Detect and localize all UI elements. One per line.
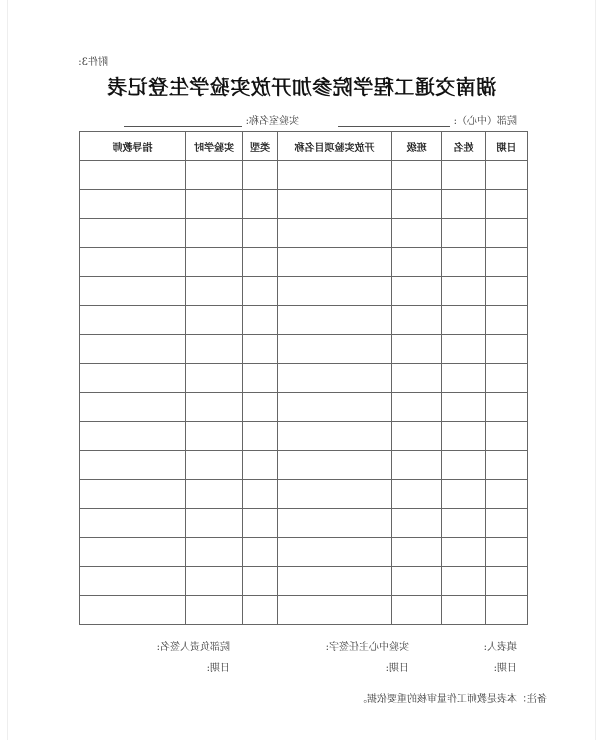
table-cell	[392, 364, 442, 393]
table-row	[80, 451, 528, 480]
table-cell	[392, 219, 442, 248]
table-cell	[442, 451, 486, 480]
table-cell	[486, 596, 528, 625]
filler-label: 填表人:	[483, 642, 517, 653]
table-cell	[186, 277, 243, 306]
table-cell	[243, 422, 278, 451]
department-field	[338, 112, 517, 127]
table-cell	[186, 248, 243, 277]
table-cell	[278, 219, 392, 248]
table-cell	[392, 596, 442, 625]
table-row	[80, 335, 528, 364]
table-cell	[186, 306, 243, 335]
table-cell	[442, 219, 486, 248]
header-class: 班级	[392, 132, 442, 161]
table-cell	[442, 190, 486, 219]
table-cell	[278, 509, 392, 538]
table-row	[80, 509, 528, 538]
table-cell	[243, 335, 278, 364]
table-cell	[486, 364, 528, 393]
table-cell	[392, 306, 442, 335]
center-director-label: 实验中心主任签字:	[325, 642, 409, 653]
table-cell	[186, 480, 243, 509]
table-cell	[278, 335, 392, 364]
table-cell	[80, 393, 186, 422]
table-cell	[80, 335, 186, 364]
table-cell	[442, 567, 486, 596]
table-cell	[278, 277, 392, 306]
table-cell	[186, 161, 243, 190]
table-cell	[80, 596, 186, 625]
table-cell	[278, 451, 392, 480]
table-cell	[243, 567, 278, 596]
table-cell	[486, 567, 528, 596]
table-cell	[442, 509, 486, 538]
table-cell	[278, 364, 392, 393]
table-cell	[243, 306, 278, 335]
table-cell	[186, 190, 243, 219]
date-label-2: 日期:	[385, 663, 409, 674]
table-cell	[243, 161, 278, 190]
table-row	[80, 480, 528, 509]
table-row	[80, 219, 528, 248]
table-cell	[442, 538, 486, 567]
table-cell	[186, 335, 243, 364]
table-cell	[186, 393, 243, 422]
table-cell	[278, 567, 392, 596]
table-row	[80, 538, 528, 567]
date-label-3: 日期:	[206, 663, 230, 674]
table-cell	[486, 335, 528, 364]
table-cell	[442, 480, 486, 509]
table-cell	[80, 451, 186, 480]
document-page	[8, 0, 595, 740]
table-cell	[392, 451, 442, 480]
table-cell	[243, 393, 278, 422]
table-cell	[442, 596, 486, 625]
table-cell	[243, 190, 278, 219]
table-cell	[486, 190, 528, 219]
table-cell	[243, 538, 278, 567]
header-teacher: 指导教师	[80, 132, 186, 161]
table-cell	[80, 364, 186, 393]
table-cell	[243, 451, 278, 480]
table-cell	[442, 306, 486, 335]
table-cell	[486, 509, 528, 538]
table-cell	[278, 190, 392, 219]
table-cell	[392, 422, 442, 451]
table-cell	[442, 393, 486, 422]
table-cell	[80, 306, 186, 335]
table-cell	[186, 422, 243, 451]
table-cell	[392, 538, 442, 567]
department-label: 院部（中心）:	[453, 116, 517, 127]
table-cell	[442, 364, 486, 393]
table-row	[80, 364, 528, 393]
table-cell	[243, 480, 278, 509]
table-cell	[278, 248, 392, 277]
table-cell	[392, 335, 442, 364]
table-cell	[442, 248, 486, 277]
table-cell	[186, 509, 243, 538]
table-cell	[486, 480, 528, 509]
table-cell	[80, 277, 186, 306]
table-cell	[80, 422, 186, 451]
table-cell	[442, 422, 486, 451]
table-cell	[278, 422, 392, 451]
table-cell	[243, 248, 278, 277]
table-cell	[392, 277, 442, 306]
header-name: 姓名	[442, 132, 486, 161]
table-cell	[486, 277, 528, 306]
lab-name-label: 实验室名称:	[245, 116, 299, 127]
department-blank	[338, 116, 450, 127]
table-cell	[80, 538, 186, 567]
table-cell	[392, 161, 442, 190]
table-cell	[80, 161, 186, 190]
table-cell	[486, 422, 528, 451]
footnote: 备注：本表是教师工作量审核的重要依据。	[357, 694, 547, 705]
table-cell	[243, 219, 278, 248]
table-row	[80, 306, 528, 335]
header-hours: 实验学时	[186, 132, 243, 161]
table-cell	[80, 190, 186, 219]
table-cell	[243, 364, 278, 393]
table-cell	[278, 306, 392, 335]
table-cell	[186, 538, 243, 567]
table-cell	[392, 248, 442, 277]
table-cell	[486, 538, 528, 567]
table-cell	[243, 509, 278, 538]
table-cell	[278, 161, 392, 190]
table-row	[80, 393, 528, 422]
table-cell	[186, 567, 243, 596]
table-cell	[186, 596, 243, 625]
table-cell	[486, 219, 528, 248]
table-cell	[186, 219, 243, 248]
table-cell	[80, 480, 186, 509]
table-cell	[486, 451, 528, 480]
header-type: 类型	[243, 132, 278, 161]
lab-name-field	[124, 112, 299, 127]
table-cell	[186, 364, 243, 393]
registration-table	[79, 131, 528, 625]
header-project: 开放实验项目名称	[278, 132, 392, 161]
table-cell	[80, 509, 186, 538]
attachment-label: 附件3:	[78, 57, 108, 68]
table-row	[80, 190, 528, 219]
table-row	[80, 277, 528, 306]
table-cell	[243, 277, 278, 306]
table-cell	[186, 451, 243, 480]
table-cell	[392, 190, 442, 219]
dept-head-label: 院部负责人签名:	[156, 642, 230, 653]
table-header-row	[80, 132, 528, 161]
lab-name-blank	[124, 116, 242, 127]
table-cell	[392, 480, 442, 509]
table-cell	[278, 596, 392, 625]
table-cell	[442, 335, 486, 364]
table-row	[80, 161, 528, 190]
table-cell	[392, 567, 442, 596]
table-cell	[278, 538, 392, 567]
table-cell	[80, 219, 186, 248]
date-label-1: 日期:	[493, 663, 517, 674]
table-row	[80, 248, 528, 277]
table-cell	[442, 277, 486, 306]
table-cell	[243, 596, 278, 625]
table-cell	[80, 248, 186, 277]
mirrored-sheet	[8, 0, 595, 740]
table-cell	[80, 567, 186, 596]
table-cell	[392, 509, 442, 538]
page-title: 湖南交通工程学院参加开放实验学生登记表	[106, 75, 497, 99]
table-cell	[486, 161, 528, 190]
table-cell	[442, 161, 486, 190]
table-cell	[486, 248, 528, 277]
table-row	[80, 567, 528, 596]
header-date: 日期	[486, 132, 528, 161]
table-row	[80, 596, 528, 625]
table-cell	[392, 393, 442, 422]
table-cell	[486, 306, 528, 335]
table-cell	[486, 393, 528, 422]
table-cell	[278, 480, 392, 509]
table-row	[80, 422, 528, 451]
table-cell	[278, 393, 392, 422]
